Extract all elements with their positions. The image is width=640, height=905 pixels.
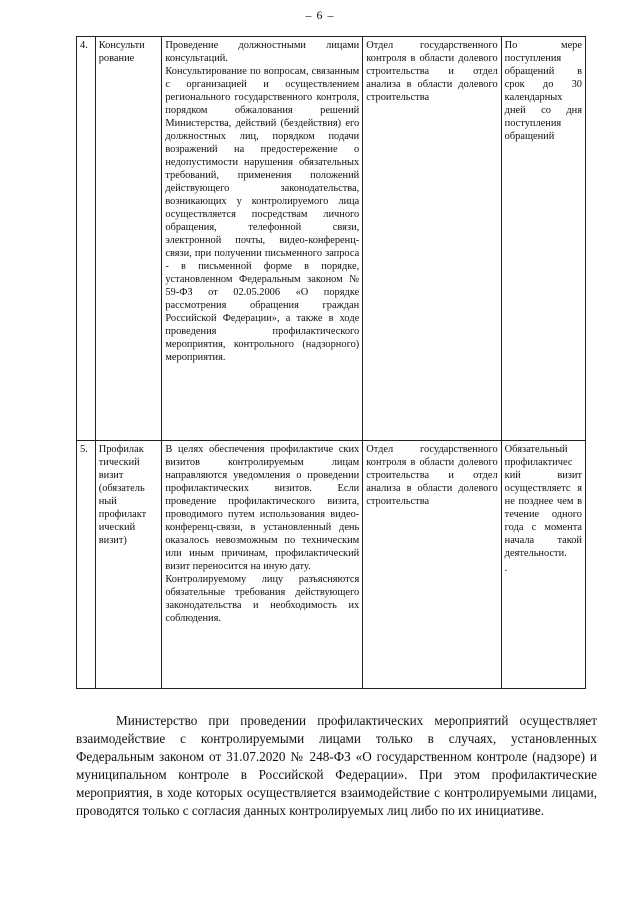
- responsible-department: [363, 441, 501, 689]
- measure-name: Консульти рование: [95, 37, 162, 441]
- row-number: 5.: [77, 441, 96, 689]
- measure-term: [501, 37, 585, 441]
- table-row: [77, 441, 586, 689]
- term-extra: .: [504, 563, 508, 574]
- department-text: Отдел государственного контроля в области долевого строительства и отдел анализа в области долевого строительства: [366, 444, 498, 507]
- body-paragraph: Министерство при проведении профилактических мероприятий осуществляет взаимодействие с контролируемыми лицами только в случаях, установленных Федеральным законом от 31.07.2020 № 248-ФЗ «О государственном контроле (надзоре) и муниципальном контроле в Российской Федерации». При этом профилактические мероприятия, в ходе которых осуществляется взаимодействие с контролируемыми лицами, проводятся только с согласия данных контролируемых лиц либо по их инициативе.: [76, 713, 597, 818]
- description-paragraph: Консультирование по вопросам, связанным с организацией и осуществлением регионального государственного контроля, порядком обжалования решений Министерства, действий (бездействия) его должностных лиц, порядком подачи возражений на предостережение о недопустимости нарушения обязательных требований, применения положений действующего законодательства, возникающих у контролируемого лица осуществляется посредствам личного обращения, телефонной связи, электронной почты, видео-конференц-связи, при получении письменного запроса - в письменной форме в порядке, установленном Федеральным законом № 59-ФЗ от 02.05.2006 «О порядке рассмотрения обращения граждан Российской Федерации», а также в ходе проведения профилактического мероприятия, контрольного (надзорного) мероприятия.: [165, 66, 360, 363]
- responsible-department: [363, 37, 501, 441]
- page-number: – 6 –: [305, 8, 335, 22]
- measure-name: Профилак тический визит (обязатель ный профилакт ический визит): [95, 441, 162, 689]
- department-text: Отдел государственного контроля в области долевого строительства и отдел анализа в области долевого строительства: [366, 40, 498, 103]
- description-paragraph: Проведение должностными лицами консультаций.: [165, 40, 360, 64]
- measure-term: [501, 441, 585, 689]
- row-number: 4.: [77, 37, 96, 441]
- measure-description: [162, 37, 363, 441]
- measure-description: [162, 441, 363, 689]
- term-text: По мере поступления обращений в срок до 30 календарных дней со дня поступления обращений: [504, 40, 582, 142]
- measures-table: [76, 36, 586, 689]
- description-paragraph: Контролируемому лицу разъясняются обязательные требования действующего законодательства и необходимость их соблюдения.: [165, 574, 360, 624]
- term-text: Обязательный профилактичес кий визит осуществляетс я не позднее чем в течение одного года с момента начала такой деятельности.: [504, 444, 582, 559]
- table-row: [77, 37, 586, 441]
- description-paragraph: В целях обеспечения профилактиче ских визитов контролируемым лицам направляются уведомления о проведении профилактических визитов. Если проведение профилактического визита, проводимого путем использования видео-конференц-связи, в установленный день оказалось невозможным по техническим или иным причинам, профилактический визит переносится на иную дату.: [165, 444, 360, 572]
